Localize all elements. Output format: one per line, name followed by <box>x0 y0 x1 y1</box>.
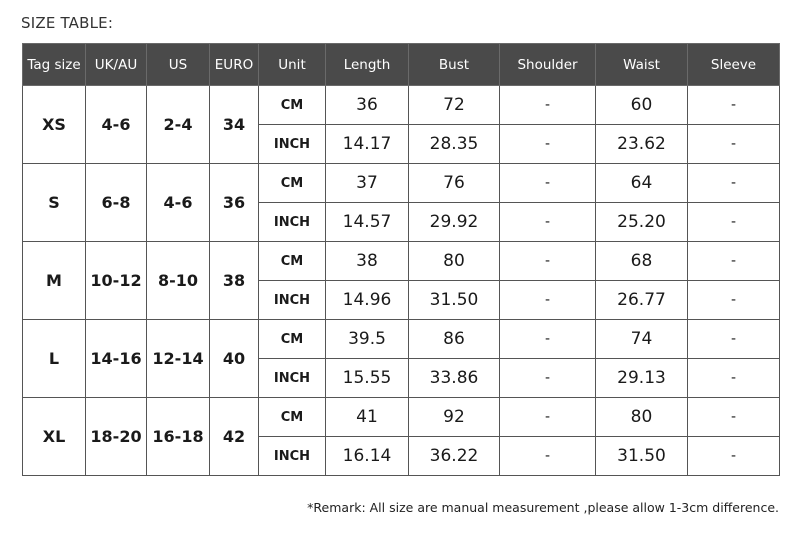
sleeve-cell: - <box>688 398 780 437</box>
bust-cell: 28.35 <box>409 125 500 164</box>
unit-cell: CM <box>259 320 326 359</box>
bust-cell: 31.50 <box>409 281 500 320</box>
waist-cell: 68 <box>596 242 688 281</box>
shoulder-cell: - <box>500 281 596 320</box>
shoulder-cell: - <box>500 359 596 398</box>
waist-cell: 74 <box>596 320 688 359</box>
shoulder-cell: - <box>500 164 596 203</box>
us-cell: 8-10 <box>147 242 210 320</box>
header-bust: Bust <box>409 44 500 86</box>
length-cell: 37 <box>326 164 409 203</box>
sleeve-cell: - <box>688 125 780 164</box>
uk-au-cell: 4-6 <box>86 86 147 164</box>
shoulder-cell: - <box>500 437 596 476</box>
waist-cell: 80 <box>596 398 688 437</box>
euro-cell: 42 <box>210 398 259 476</box>
tag-size-cell: S <box>23 164 86 242</box>
shoulder-cell: - <box>500 203 596 242</box>
bust-cell: 72 <box>409 86 500 125</box>
header-sleeve: Sleeve <box>688 44 780 86</box>
header-uk-au: UK/AU <box>86 44 147 86</box>
sleeve-cell: - <box>688 320 780 359</box>
tag-size-cell: M <box>23 242 86 320</box>
length-cell: 41 <box>326 398 409 437</box>
shoulder-cell: - <box>500 398 596 437</box>
header-euro: EURO <box>210 44 259 86</box>
header-tag-size: Tag size <box>23 44 86 86</box>
us-cell: 2-4 <box>147 86 210 164</box>
page-title: SIZE TABLE: <box>21 14 114 32</box>
header-waist: Waist <box>596 44 688 86</box>
sleeve-cell: - <box>688 164 780 203</box>
table-row <box>23 86 780 125</box>
table-row <box>23 242 780 281</box>
length-cell: 14.17 <box>326 125 409 164</box>
bust-cell: 86 <box>409 320 500 359</box>
size-table <box>22 43 780 476</box>
waist-cell: 23.62 <box>596 125 688 164</box>
euro-cell: 34 <box>210 86 259 164</box>
length-cell: 39.5 <box>326 320 409 359</box>
header-unit: Unit <box>259 44 326 86</box>
sleeve-cell: - <box>688 203 780 242</box>
bust-cell: 29.92 <box>409 203 500 242</box>
sleeve-cell: - <box>688 281 780 320</box>
unit-cell: INCH <box>259 203 326 242</box>
bust-cell: 92 <box>409 398 500 437</box>
tag-size-cell: XL <box>23 398 86 476</box>
sleeve-cell: - <box>688 437 780 476</box>
table-row <box>23 398 780 437</box>
shoulder-cell: - <box>500 86 596 125</box>
length-cell: 36 <box>326 86 409 125</box>
length-cell: 15.55 <box>326 359 409 398</box>
unit-cell: INCH <box>259 281 326 320</box>
length-cell: 38 <box>326 242 409 281</box>
uk-au-cell: 6-8 <box>86 164 147 242</box>
waist-cell: 64 <box>596 164 688 203</box>
waist-cell: 26.77 <box>596 281 688 320</box>
table-row <box>23 320 780 359</box>
tag-size-cell: L <box>23 320 86 398</box>
sleeve-cell: - <box>688 242 780 281</box>
us-cell: 12-14 <box>147 320 210 398</box>
sleeve-cell: - <box>688 86 780 125</box>
header-length: Length <box>326 44 409 86</box>
shoulder-cell: - <box>500 242 596 281</box>
us-cell: 16-18 <box>147 398 210 476</box>
unit-cell: INCH <box>259 125 326 164</box>
unit-cell: INCH <box>259 437 326 476</box>
bust-cell: 36.22 <box>409 437 500 476</box>
uk-au-cell: 14-16 <box>86 320 147 398</box>
uk-au-cell: 18-20 <box>86 398 147 476</box>
tag-size-cell: XS <box>23 86 86 164</box>
shoulder-cell: - <box>500 320 596 359</box>
bust-cell: 33.86 <box>409 359 500 398</box>
unit-cell: CM <box>259 398 326 437</box>
us-cell: 4-6 <box>147 164 210 242</box>
length-cell: 16.14 <box>326 437 409 476</box>
unit-cell: CM <box>259 86 326 125</box>
sleeve-cell: - <box>688 359 780 398</box>
remark-note: *Remark: All size are manual measurement ,please allow 1-3cm difference. <box>307 500 779 515</box>
length-cell: 14.96 <box>326 281 409 320</box>
bust-cell: 80 <box>409 242 500 281</box>
uk-au-cell: 10-12 <box>86 242 147 320</box>
header-us: US <box>147 44 210 86</box>
waist-cell: 29.13 <box>596 359 688 398</box>
header-shoulder: Shoulder <box>500 44 596 86</box>
table-header-row <box>23 44 780 86</box>
waist-cell: 31.50 <box>596 437 688 476</box>
euro-cell: 36 <box>210 164 259 242</box>
waist-cell: 25.20 <box>596 203 688 242</box>
euro-cell: 40 <box>210 320 259 398</box>
unit-cell: CM <box>259 242 326 281</box>
unit-cell: INCH <box>259 359 326 398</box>
unit-cell: CM <box>259 164 326 203</box>
euro-cell: 38 <box>210 242 259 320</box>
bust-cell: 76 <box>409 164 500 203</box>
table-row <box>23 164 780 203</box>
shoulder-cell: - <box>500 125 596 164</box>
length-cell: 14.57 <box>326 203 409 242</box>
waist-cell: 60 <box>596 86 688 125</box>
